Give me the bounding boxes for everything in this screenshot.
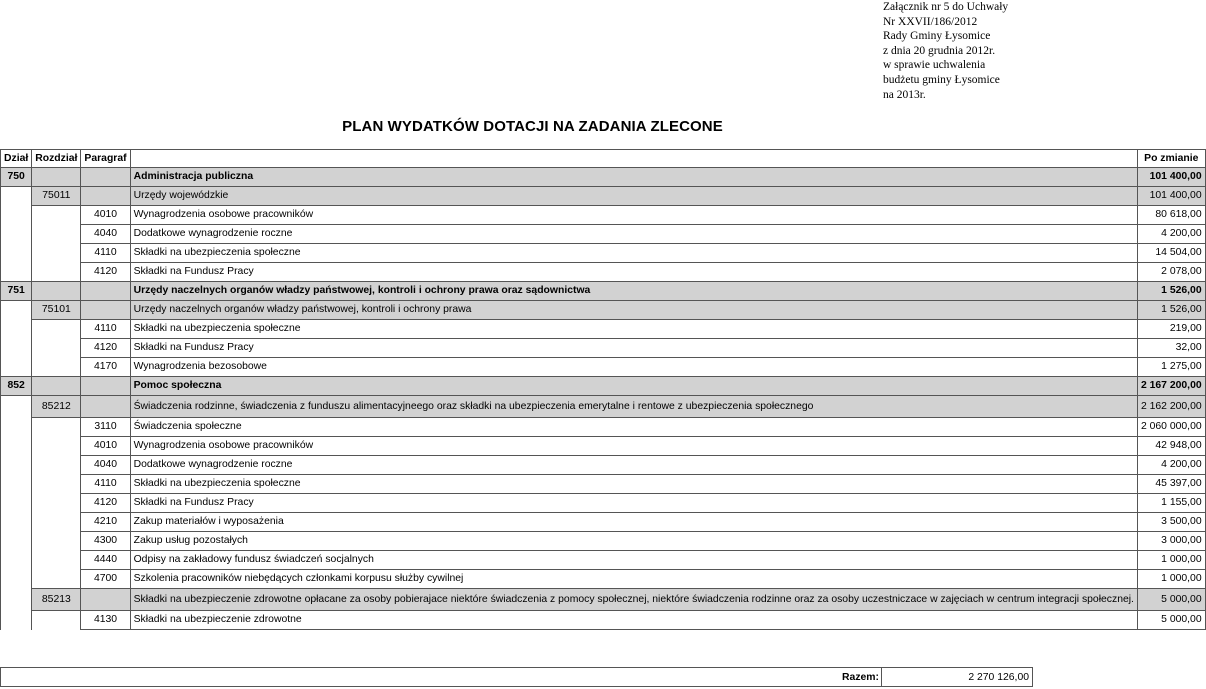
cell-dzial	[1, 301, 32, 320]
total-value: 2 270 126,00	[968, 672, 1029, 683]
cell-wartosc: 2 162 200,00	[1137, 396, 1205, 418]
cell-rozdzial	[32, 456, 81, 475]
cell-wartosc: 3 500,00	[1137, 513, 1205, 532]
cell-wartosc: 5 000,00	[1137, 611, 1205, 630]
cell-opis: Administracja publiczna	[130, 168, 1137, 187]
total-separator	[881, 668, 882, 686]
note-line: Nr XXVII/186/2012	[883, 15, 978, 28]
cell-opis: Urzędy naczelnych organów władzy państwowej, kontroli i ochrony prawa	[130, 301, 1137, 320]
table-row-rozd	[1, 187, 1206, 206]
cell-paragraf	[81, 589, 130, 611]
cell-wartosc: 2 167 200,00	[1137, 377, 1205, 396]
cell-rozdzial	[32, 225, 81, 244]
table-row-rozd	[1, 396, 1206, 418]
note-line: budżetu gminy Łysomice	[883, 73, 1000, 86]
cell-wartosc: 4 200,00	[1137, 456, 1205, 475]
cell-rozdzial	[32, 532, 81, 551]
cell-wartosc: 5 000,00	[1137, 589, 1205, 611]
cell-opis: Składki na Fundusz Pracy	[130, 494, 1137, 513]
header-wartosc: Po zmianie	[1137, 150, 1205, 168]
table-row-dzial	[1, 282, 1206, 301]
cell-rozdzial	[32, 339, 81, 358]
cell-dzial: 751	[1, 282, 32, 301]
cell-wartosc: 42 948,00	[1137, 437, 1205, 456]
cell-opis: Urzędy naczelnych organów władzy państwowej, kontroli i ochrony prawa oraz sądownictwa	[130, 282, 1137, 301]
cell-opis: Składki na ubezpieczenia społeczne	[130, 320, 1137, 339]
note-line: na 2013r.	[883, 88, 926, 101]
cell-opis: Pomoc społeczna	[130, 377, 1137, 396]
cell-rozdzial	[32, 418, 81, 437]
cell-rozdzial	[32, 437, 81, 456]
cell-opis: Świadczenia rodzinne, świadczenia z funduszu alimentacyjneego oraz składki na ubezpieczenia emerytalne i rentowe z ubezpieczenia społecznego	[130, 396, 1137, 418]
cell-paragraf	[81, 282, 130, 301]
cell-wartosc: 3 000,00	[1137, 532, 1205, 551]
cell-wartosc: 1 275,00	[1137, 358, 1205, 377]
table-row-par	[1, 339, 1206, 358]
cell-rozdzial	[32, 377, 81, 396]
document-title: PLAN WYDATKÓW DOTACJI NA ZADANIA ZLECONE	[342, 118, 723, 135]
cell-paragraf: 3110	[81, 418, 130, 437]
resolution-note	[883, 0, 1033, 102]
note-line: w sprawie uchwalenia	[883, 59, 986, 72]
table-body	[1, 150, 1206, 630]
cell-dzial	[1, 589, 32, 611]
cell-rozdzial	[32, 206, 81, 225]
table-row-dzial	[1, 377, 1206, 396]
cell-rozdzial	[32, 570, 81, 589]
cell-paragraf	[81, 396, 130, 418]
cell-paragraf: 4130	[81, 611, 130, 630]
cell-opis: Zakup usług pozostałych	[130, 532, 1137, 551]
cell-dzial	[1, 396, 32, 418]
cell-dzial	[1, 263, 32, 282]
table-row-par	[1, 570, 1206, 589]
cell-rozdzial	[32, 263, 81, 282]
table-row-par	[1, 263, 1206, 282]
cell-dzial	[1, 225, 32, 244]
cell-wartosc: 101 400,00	[1137, 168, 1205, 187]
cell-paragraf: 4040	[81, 456, 130, 475]
table-row-rozd	[1, 589, 1206, 611]
table-row-par	[1, 418, 1206, 437]
cell-rozdzial: 85213	[32, 589, 81, 611]
table-row-par	[1, 611, 1206, 630]
cell-dzial	[1, 320, 32, 339]
table-row-par	[1, 456, 1206, 475]
cell-opis: Dodatkowe wynagrodzenie roczne	[130, 456, 1137, 475]
note-line: Załącznik nr 5 do Uchwały	[883, 1, 1009, 13]
cell-paragraf: 4110	[81, 475, 130, 494]
cell-wartosc: 2 078,00	[1137, 263, 1205, 282]
cell-dzial	[1, 570, 32, 589]
total-label: Razem:	[842, 672, 879, 683]
table-row-par	[1, 532, 1206, 551]
cell-wartosc: 45 397,00	[1137, 475, 1205, 494]
cell-wartosc: 32,00	[1137, 339, 1205, 358]
cell-dzial	[1, 206, 32, 225]
note-line: Rady Gminy Łysomice	[883, 30, 991, 43]
cell-dzial	[1, 494, 32, 513]
cell-dzial	[1, 339, 32, 358]
table-row-par	[1, 358, 1206, 377]
cell-wartosc: 1 000,00	[1137, 551, 1205, 570]
cell-paragraf: 4170	[81, 358, 130, 377]
cell-paragraf: 4210	[81, 513, 130, 532]
cell-rozdzial	[32, 168, 81, 187]
table-row-par	[1, 494, 1206, 513]
cell-opis: Wynagrodzenia bezosobowe	[130, 358, 1137, 377]
cell-dzial	[1, 437, 32, 456]
cell-wartosc: 219,00	[1137, 320, 1205, 339]
cell-dzial	[1, 244, 32, 263]
header-dzial: Dział	[1, 150, 32, 168]
cell-paragraf	[81, 301, 130, 320]
cell-opis: Składki na ubezpieczenie zdrowotne opłacane za osoby pobierajace niektóre świadczenia z pomocy społecznej, niektóre świadczenia rodzinne oraz za osoby uczestniczace w zajęciach w centrum integracji społecznej.	[130, 589, 1137, 611]
cell-dzial	[1, 456, 32, 475]
cell-rozdzial	[32, 320, 81, 339]
header-opis	[130, 150, 1137, 168]
cell-dzial	[1, 532, 32, 551]
cell-wartosc: 1 155,00	[1137, 494, 1205, 513]
cell-dzial: 750	[1, 168, 32, 187]
cell-wartosc: 80 618,00	[1137, 206, 1205, 225]
cell-opis: Urzędy wojewódzkie	[130, 187, 1137, 206]
cell-opis: Wynagrodzenia osobowe pracowników	[130, 437, 1137, 456]
cell-opis: Świadczenia społeczne	[130, 418, 1137, 437]
header-paragraf: Paragraf	[81, 150, 130, 168]
cell-paragraf: 4700	[81, 570, 130, 589]
cell-rozdzial	[32, 475, 81, 494]
cell-paragraf: 4010	[81, 206, 130, 225]
cell-paragraf	[81, 187, 130, 206]
cell-opis: Odpisy na zakładowy fundusz świadczeń socjalnych	[130, 551, 1137, 570]
cell-rozdzial	[32, 551, 81, 570]
cell-rozdzial	[32, 244, 81, 263]
cell-opis: Szkolenia pracowników niebędących członkami korpusu służby cywilnej	[130, 570, 1137, 589]
cell-wartosc: 1 000,00	[1137, 570, 1205, 589]
cell-wartosc: 1 526,00	[1137, 282, 1205, 301]
cell-rozdzial	[32, 494, 81, 513]
cell-paragraf	[81, 168, 130, 187]
cell-paragraf: 4300	[81, 532, 130, 551]
cell-dzial	[1, 611, 32, 630]
cell-wartosc: 101 400,00	[1137, 187, 1205, 206]
total-row	[0, 667, 1033, 687]
cell-paragraf: 4040	[81, 225, 130, 244]
cell-wartosc: 4 200,00	[1137, 225, 1205, 244]
cell-opis: Dodatkowe wynagrodzenie roczne	[130, 225, 1137, 244]
cell-wartosc: 2 060 000,00	[1137, 418, 1205, 437]
table-row-par	[1, 206, 1206, 225]
cell-rozdzial	[32, 282, 81, 301]
cell-opis: Zakup materiałów i wyposażenia	[130, 513, 1137, 532]
cell-paragraf: 4110	[81, 320, 130, 339]
cell-opis: Składki na ubezpieczenie zdrowotne	[130, 611, 1137, 630]
table-row-par	[1, 320, 1206, 339]
cell-paragraf: 4120	[81, 263, 130, 282]
cell-wartosc: 1 526,00	[1137, 301, 1205, 320]
table-row-rozd	[1, 301, 1206, 320]
cell-dzial	[1, 475, 32, 494]
table-row-par	[1, 437, 1206, 456]
cell-paragraf: 4120	[81, 494, 130, 513]
cell-rozdzial: 85212	[32, 396, 81, 418]
cell-dzial	[1, 513, 32, 532]
cell-dzial	[1, 358, 32, 377]
cell-dzial	[1, 551, 32, 570]
table-row-par	[1, 244, 1206, 263]
header-rozdzial: Rozdział	[32, 150, 81, 168]
cell-paragraf: 4440	[81, 551, 130, 570]
table-row-par	[1, 513, 1206, 532]
cell-opis: Składki na Fundusz Pracy	[130, 263, 1137, 282]
table-row-par	[1, 475, 1206, 494]
cell-opis: Wynagrodzenia osobowe pracowników	[130, 206, 1137, 225]
cell-rozdzial: 75011	[32, 187, 81, 206]
cell-dzial	[1, 187, 32, 206]
cell-paragraf: 4010	[81, 437, 130, 456]
cell-opis: Składki na ubezpieczenia społeczne	[130, 244, 1137, 263]
cell-opis: Składki na Fundusz Pracy	[130, 339, 1137, 358]
cell-rozdzial	[32, 358, 81, 377]
cell-dzial: 852	[1, 377, 32, 396]
cell-paragraf: 4110	[81, 244, 130, 263]
note-line: z dnia 20 grudnia 2012r.	[883, 44, 996, 57]
cell-rozdzial	[32, 513, 81, 532]
table-row-par	[1, 225, 1206, 244]
cell-opis: Składki na ubezpieczenia społeczne	[130, 475, 1137, 494]
cell-paragraf	[81, 377, 130, 396]
table-row-par	[1, 551, 1206, 570]
cell-dzial	[1, 418, 32, 437]
expenditure-table	[0, 149, 1206, 630]
cell-rozdzial	[32, 611, 81, 630]
table-header-row	[1, 150, 1206, 168]
table-row-dzial	[1, 168, 1206, 187]
cell-rozdzial: 75101	[32, 301, 81, 320]
cell-wartosc: 14 504,00	[1137, 244, 1205, 263]
cell-paragraf: 4120	[81, 339, 130, 358]
